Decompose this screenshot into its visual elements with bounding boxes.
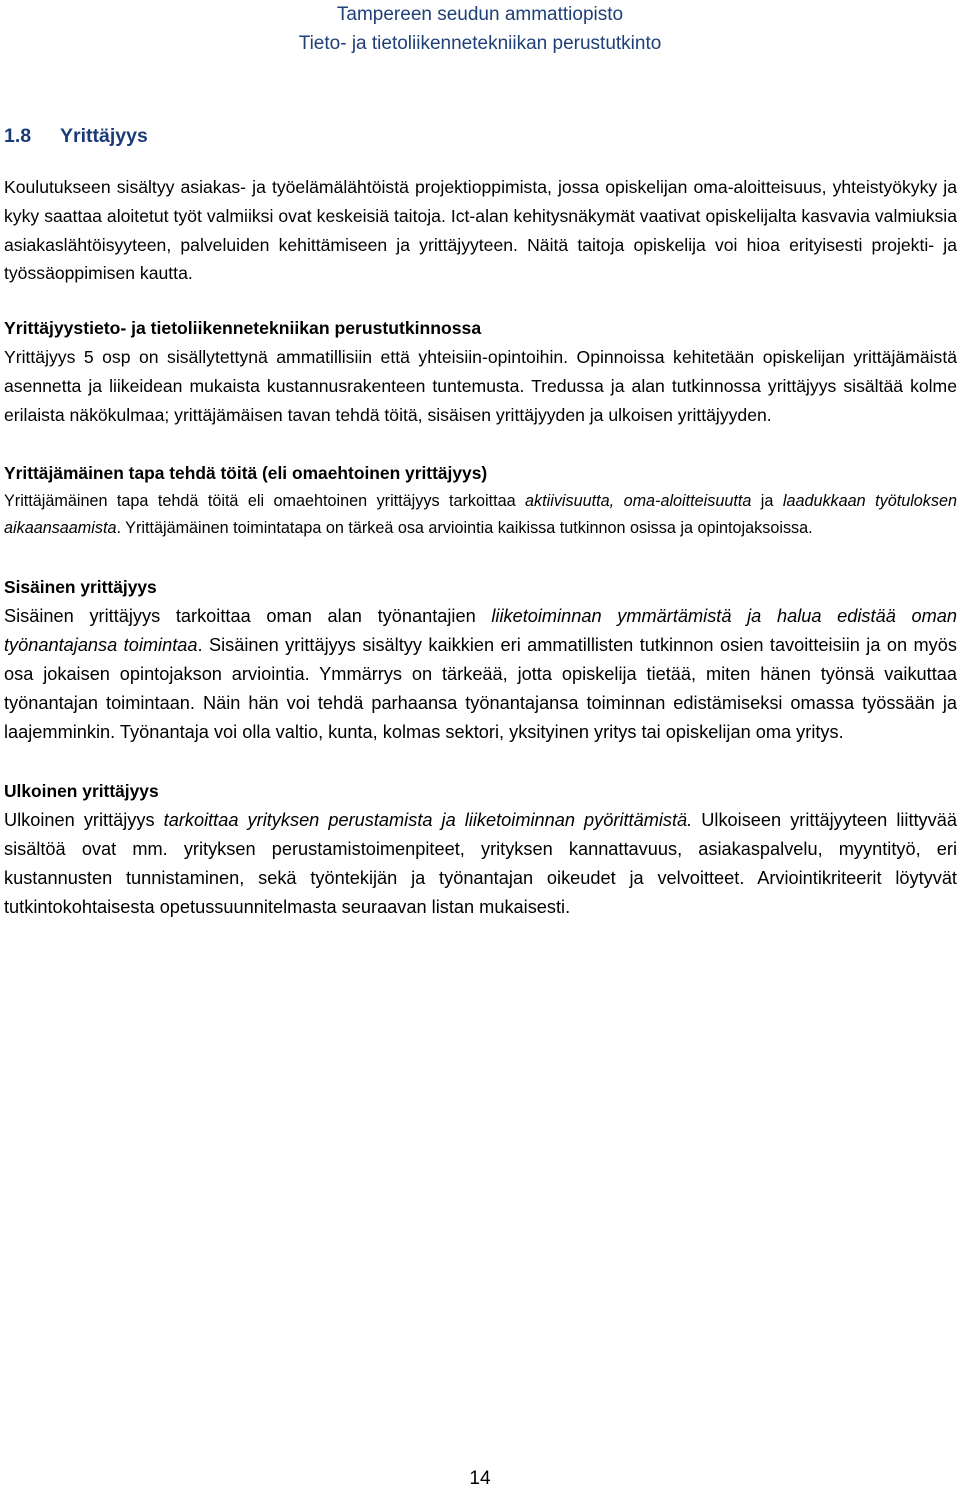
page-header	[0, 0, 960, 58]
text-run: ja	[751, 492, 783, 511]
intro-paragraph: Koulutukseen sisältyy asiakas- ja työelämälähtöistä projektioppimista, jossa opiskelijan oma-aloitteisuus, yhteistyökyky ja kyky saattaa aloitetut työt valmiiksi ovat keskeisiä taitoja. Ict-alan kehitysnäkymät vaativat opiskelijalta kasvavia valmiuksia asiakaslähtöisyyteen, palveluiden kehittämiseen ja yrittäjyyteen. Näitä taitoja opiskelija voi hioa erityisesti projekti- ja työssäoppimisen kautta.	[4, 177, 957, 284]
section-internal	[4, 573, 957, 747]
section-degree-text: Yrittäjyys 5 osp on sisällytettynä ammatillisiin että yhteisiin-opintoihin. Opinnoissa kehitetään opiskelijan yrittäjämäistä asennetta ja liikeidean mukaista kustannusrakenteen tuntemusta. Tredussa ja alan tutkinnossa yrittäjyys sisältää kolme erilaista näkökulmaa; yrittäjämäisen tavan tehdä töitä, sisäisen yrittäjyyden ja ulkoisen yrittäjyyden.	[4, 346, 957, 425]
text-run: Yrittäjämäinen tapa tehdä töitä eli omaehtoinen yrittäjyys tarkoittaa	[4, 492, 526, 511]
text-run: . Sisäinen yrittäjyys sisältyy kaikkien eri ammatillisten tutkinnon osien tavoitteisiin ja on myös osa jokaisen opintojakson arviointia. Ymmärrys on tärkeää, jotta opiskelija tietää, miten hänen työnsä vaikuttaa työnantajan toimintaan. Näin hän voi tehdä parhaansa työnantajansa toiminnan edistämiseksi omassa työssään ja laajemminkin. Työnantaja voi olla valtio, kunta, kolmas sektori, yksityinen yritys tai opiskelijan oma yritys.	[4, 635, 957, 743]
text-run: Sisäinen yrittäjyys tarkoittaa oman alan työnantajien	[4, 606, 492, 627]
section-internal-heading: Sisäinen yrittäjyys	[4, 577, 157, 598]
text-run: . Yrittäjämäinen toimintatapa on tärkeä osa arviointia kaikissa tutkinnon osissa ja opintojaksoissa.	[116, 518, 813, 537]
text-run: Ulkoinen yrittäjyys	[4, 810, 164, 831]
chapter-title: Yrittäjyys	[60, 125, 148, 147]
section-entrepreneurial	[4, 459, 957, 541]
text-run: Ulkoiseen yrittäjyyteen liittyvää sisältöä ovat mm. yrityksen perustamistoimenpiteet, yrityksen kannattavuus, asiakaspalvelu, myyntityö, eri kustannusten tunnistaminen, sekä työntekijän ja työnantajan oikeudet ja velvoitteet. Arviointikriteerit löytyvät tutkintokohtaisesta opetussuunnitelmasta seuraavan listan mukaisesti.	[4, 810, 957, 918]
section-external-text	[4, 806, 957, 922]
section-degree-heading: Yrittäjyystieto- ja tietoliikennetekniikan perustutkinnossa	[4, 318, 482, 339]
chapter-heading	[4, 121, 957, 151]
italic-run: aktiivisuutta, oma-aloitteisuutta	[525, 492, 752, 511]
institution-name: Tampereen seudun ammattiopisto	[336, 4, 624, 25]
page-number: 14	[469, 1468, 491, 1489]
italic-run: tarkoittaa yrityksen perustamista ja liiketoiminnan pyörittämistä.	[163, 810, 693, 831]
section-degree	[4, 314, 957, 429]
section-external	[4, 777, 957, 922]
section-entrepreneurial-text	[4, 488, 957, 541]
document-body	[4, 121, 957, 922]
italic-run: laadukkaan työtuloksen aikaansaamista	[4, 492, 958, 537]
section-entrepreneurial-heading: Yrittäjämäinen tapa tehdä töitä (eli omaehtoinen yrittäjyys)	[4, 463, 488, 484]
degree-name: Tieto- ja tietoliikennetekniikan perustutkinto	[298, 33, 662, 54]
section-external-heading: Ulkoinen yrittäjyys	[4, 781, 159, 802]
italic-run: liiketoiminnan ymmärtämistä ja halua edistää oman työnantajansa toimintaa	[4, 606, 957, 656]
chapter-number: 1.8	[4, 125, 32, 147]
section-internal-text	[4, 602, 957, 747]
